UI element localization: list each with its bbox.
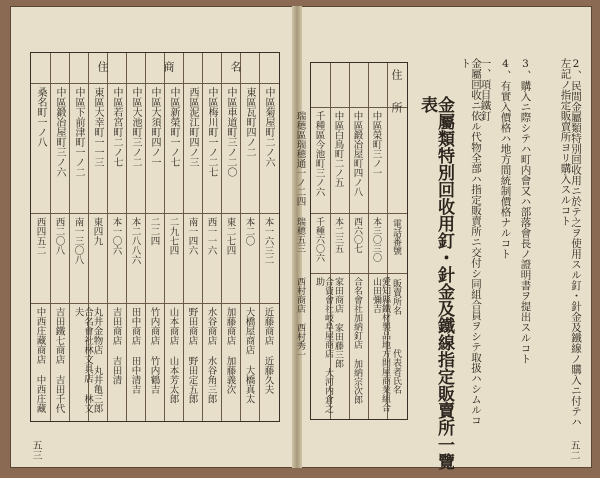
left-row-name: 合名會社林文具店 林文夫	[72, 307, 93, 413]
left-row-name: 野田商店 野田定五郎	[186, 307, 198, 404]
left-row-name: 中西庄藏商店 中西庄藏	[34, 307, 46, 413]
right-row-name: 合名會社加納釘店 加納宗次郎	[352, 277, 362, 404]
note-footer: 金屬回收ニ依ル代物全部ハ指定販賣所ニ交付シ同組合員ヲシテ取扱ハシムルコト	[459, 58, 482, 426]
right-row-phone: 西六〇七	[352, 217, 362, 253]
left-row-name: 竹内商店 竹内鶴吉	[148, 307, 160, 394]
left-row-phone: 本一六三二	[262, 217, 274, 265]
right-row-address: 瑞穂區瑞穂通一ノ二四	[294, 111, 306, 206]
left-table	[30, 52, 280, 422]
left-row-name: 田中商店 田中清吉	[129, 307, 141, 394]
left-row-address: 東區瓦町四ノ二	[244, 87, 255, 157]
left-page-number: 五三	[30, 440, 41, 460]
left-row-address: 中區新榮町一ノ七	[168, 87, 179, 167]
right-header-address: 住 所	[390, 69, 403, 113]
right-row-address: 千種區今池町三ノ六	[313, 111, 325, 197]
left-row-name: 山本商店 山本芳太郎	[167, 307, 179, 404]
right-row-name: 愛知縣鐵材製品地方問屋商業組合 山田彌吉	[371, 277, 390, 412]
right-row-phone: 本三〇三〇	[371, 217, 381, 262]
left-row-phone: 二九七四	[167, 217, 179, 255]
note-4: 4、有實入價格ハ地方間統制價格ナルコト	[499, 58, 512, 259]
left-row-name: 大橋屋商店 大橋真太	[243, 307, 255, 404]
right-row-phone: 瑞穂五三	[295, 217, 305, 253]
left-row-name: 近藤商店 近藤久夫	[262, 307, 274, 394]
left-row-name: 吉田商店 吉田清	[110, 307, 122, 385]
left-row-phone: 本二〇	[243, 217, 255, 246]
right-row-address: 中區鍛冶屋町四ノ八	[351, 111, 363, 197]
right-page-number: 五二	[568, 440, 579, 460]
left-row-name: 丸井金物店 丸井亀三郎	[91, 307, 103, 413]
left-row-address: 中區鍛冶屋町三ノ六	[54, 87, 65, 177]
right-row-phone: 本二三五	[333, 217, 343, 253]
left-row-phone: 本一〇六	[110, 217, 122, 255]
right-row-name: 西村商店 西村秀一	[295, 277, 305, 359]
right-header-phone: 電話番號	[391, 219, 401, 255]
left-row-address: 西區泥江町四ノ三	[187, 87, 198, 167]
left-row-phone: 東四九	[91, 217, 103, 246]
left-header-address: 住	[96, 61, 109, 72]
left-row-phone: 本二八八六	[129, 217, 141, 265]
page-title: 金屬類特別回收用釘・針金及鐵線指定販賣所一覽表	[417, 96, 454, 470]
right-row-address: 中區榮町三ノ一	[370, 111, 382, 178]
left-row-address: 中區大須町四ノ一	[149, 87, 160, 167]
right-header-owner: 代表者氏名	[391, 349, 401, 394]
left-row-phone: 西四五二	[34, 217, 46, 255]
left-row-phone: 南一四六	[186, 217, 198, 255]
left-row-phone: 東二七四	[224, 217, 236, 255]
left-row-address: 東區大幸町一一三	[92, 87, 103, 167]
left-row-address: 中區梅川町一ノ二七	[206, 87, 217, 177]
left-row-phone: 南一三〇八	[72, 217, 84, 265]
left-row-phone: 二二四	[148, 217, 160, 246]
left-row-name: 加藤商店 加藤義次	[224, 307, 236, 394]
left-row-name: 吉田鐵七商店 吉田千代	[53, 307, 65, 413]
left-row-address: 中區若宮町二ノ七	[111, 87, 122, 167]
left-row-address: 中區下前津町一ノ二	[73, 87, 84, 177]
right-header-shop: 販賣所名	[391, 279, 401, 315]
left-header-shop: 商	[162, 61, 175, 72]
section-heading: 一、項目鐵釘	[479, 58, 492, 121]
left-row-phone: 西二〇八	[53, 217, 65, 255]
left-row-name: 水谷商店 水谷角三郎	[205, 307, 217, 404]
right-row-name: 家田商店 家田藤三郎	[333, 277, 343, 368]
right-row-address: 中區白鳥町二ノ五	[332, 111, 344, 187]
note-3: 3、購入ニ際シテハ町内會又ハ部落會長ノ證明書ヲ提出スルコト	[519, 58, 532, 364]
left-row-address: 中區菊屋町二ノ六	[263, 87, 274, 167]
note-2: 2、民間金屬類特別回收用ニ於テ之ヲ使用スル釘・針金及鐵線ノ購入ニ付テハ左記ノ指定販賣所ヨリ購入スルコト	[559, 58, 582, 427]
left-row-phone: 西一一六	[205, 217, 217, 255]
right-row-phone: 千種六〇六	[314, 217, 324, 262]
left-header-name: 名	[229, 61, 242, 72]
left-row-address: 桑名町一ノ八	[35, 87, 46, 147]
left-row-address: 中區大池町三ノ二	[130, 87, 141, 167]
right-row-name: 合資會社岐阜屋商店 大河内倉之助	[314, 277, 333, 413]
right-table	[294, 62, 408, 420]
left-row-address: 中區車道町三ノ二〇	[225, 87, 236, 177]
